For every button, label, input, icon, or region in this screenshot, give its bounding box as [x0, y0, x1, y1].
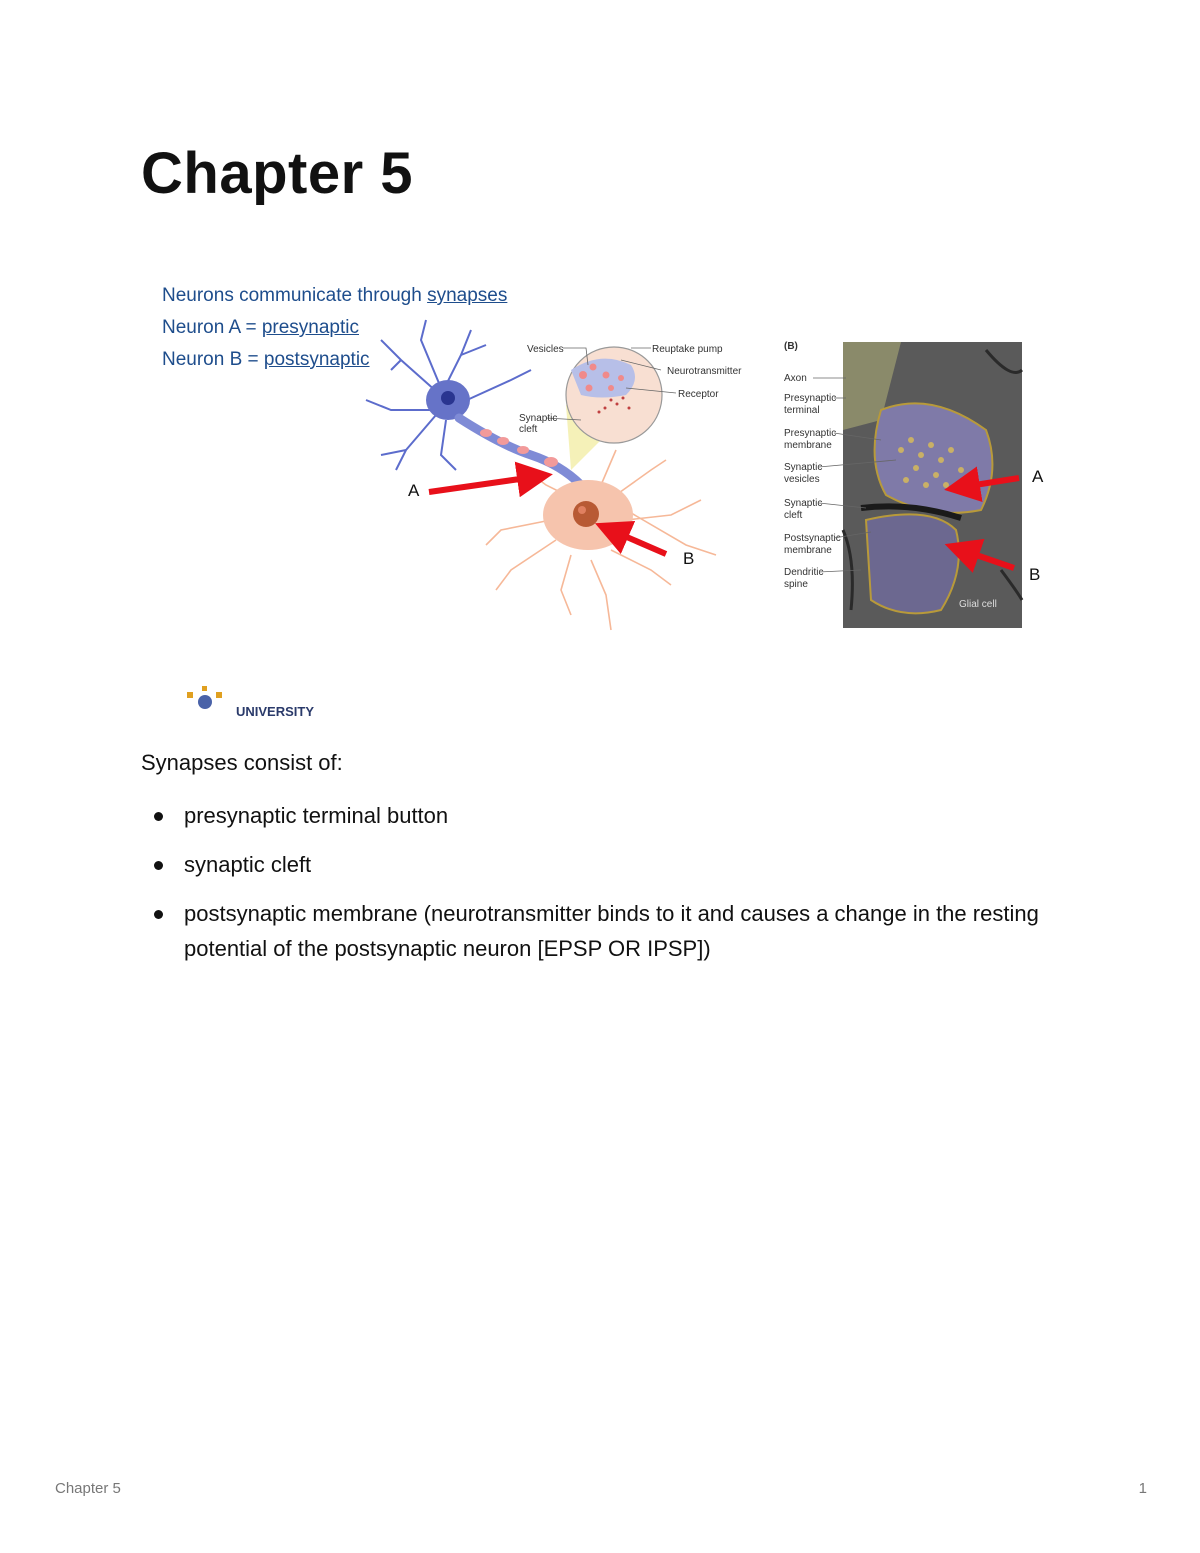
link-synapses: synapses [427, 285, 508, 306]
slide-line-2: Neuron A = presynaptic [162, 317, 359, 338]
link-presynaptic: presynaptic [261, 317, 359, 338]
slide-text [162, 280, 507, 376]
synapse-components-list [141, 798, 1061, 980]
synapse-figure [141, 270, 1044, 719]
logo-text: UNIVERSITY [236, 704, 315, 719]
label-vesicles: Vesicles [527, 344, 564, 355]
right-label-terminal: terminal [784, 405, 820, 416]
right-label-presynaptic: Presynaptic [784, 393, 837, 404]
bullet-icon [154, 812, 163, 821]
slide-line-1: Neurons communicate through synapses [162, 285, 508, 306]
marker-b-left: B [683, 549, 695, 568]
right-label-synaptic: Synaptic [784, 462, 823, 473]
marker-a-left: A [408, 481, 420, 500]
marker-b-right: B [1029, 565, 1041, 584]
bullet-icon [154, 910, 163, 919]
panel-b-tag: (B) [784, 341, 798, 352]
right-label-postsynaptic: Postsynaptic [784, 533, 841, 544]
right-label-vesicles: vesicles [784, 474, 820, 485]
marker-a-right: A [1032, 467, 1044, 486]
synapses-intro: Synapses consist of: [141, 750, 343, 775]
arrow-a-left [429, 476, 541, 492]
right-label-synaptic-2: Synaptic [784, 498, 823, 509]
page-number: 1 [1138, 1480, 1147, 1497]
bullet-icon [154, 861, 163, 870]
list-item: postsynaptic membrane (neurotransmitter binds to it and causes a change in the resting potential of the postsynaptic neuron [EPSP OR IPSP]) [141, 896, 1061, 966]
university-logo [187, 686, 314, 719]
right-label-presynaptic-2: Presynaptic [784, 428, 837, 439]
footer-chapter-label: Chapter 5 [55, 1480, 121, 1497]
page-title: Chapter 5 [141, 141, 414, 206]
list-item: presynaptic terminal button [141, 798, 1061, 833]
label-neurotransmitter: Neurotransmitter [667, 366, 742, 377]
label-receptor: Receptor [678, 389, 719, 400]
right-label-membrane: membrane [784, 440, 832, 451]
label-synaptic: Synaptic [519, 413, 558, 424]
list-item: synaptic cleft [141, 847, 1061, 882]
slide-line-3: Neuron B = postsynaptic [162, 349, 370, 370]
label-reuptake-pump: Reuptake pump [652, 344, 723, 355]
link-postsynaptic: postsynaptic [263, 349, 370, 370]
right-label-cleft: cleft [784, 510, 803, 521]
right-label-dendritic: Dendritic [784, 567, 824, 578]
label-cleft: cleft [519, 424, 538, 435]
right-label-membrane-2: membrane [784, 545, 832, 556]
right-label-glial-cell: Glial cell [959, 599, 997, 610]
right-label-spine: spine [784, 579, 808, 590]
right-label-axon: Axon [784, 373, 807, 384]
